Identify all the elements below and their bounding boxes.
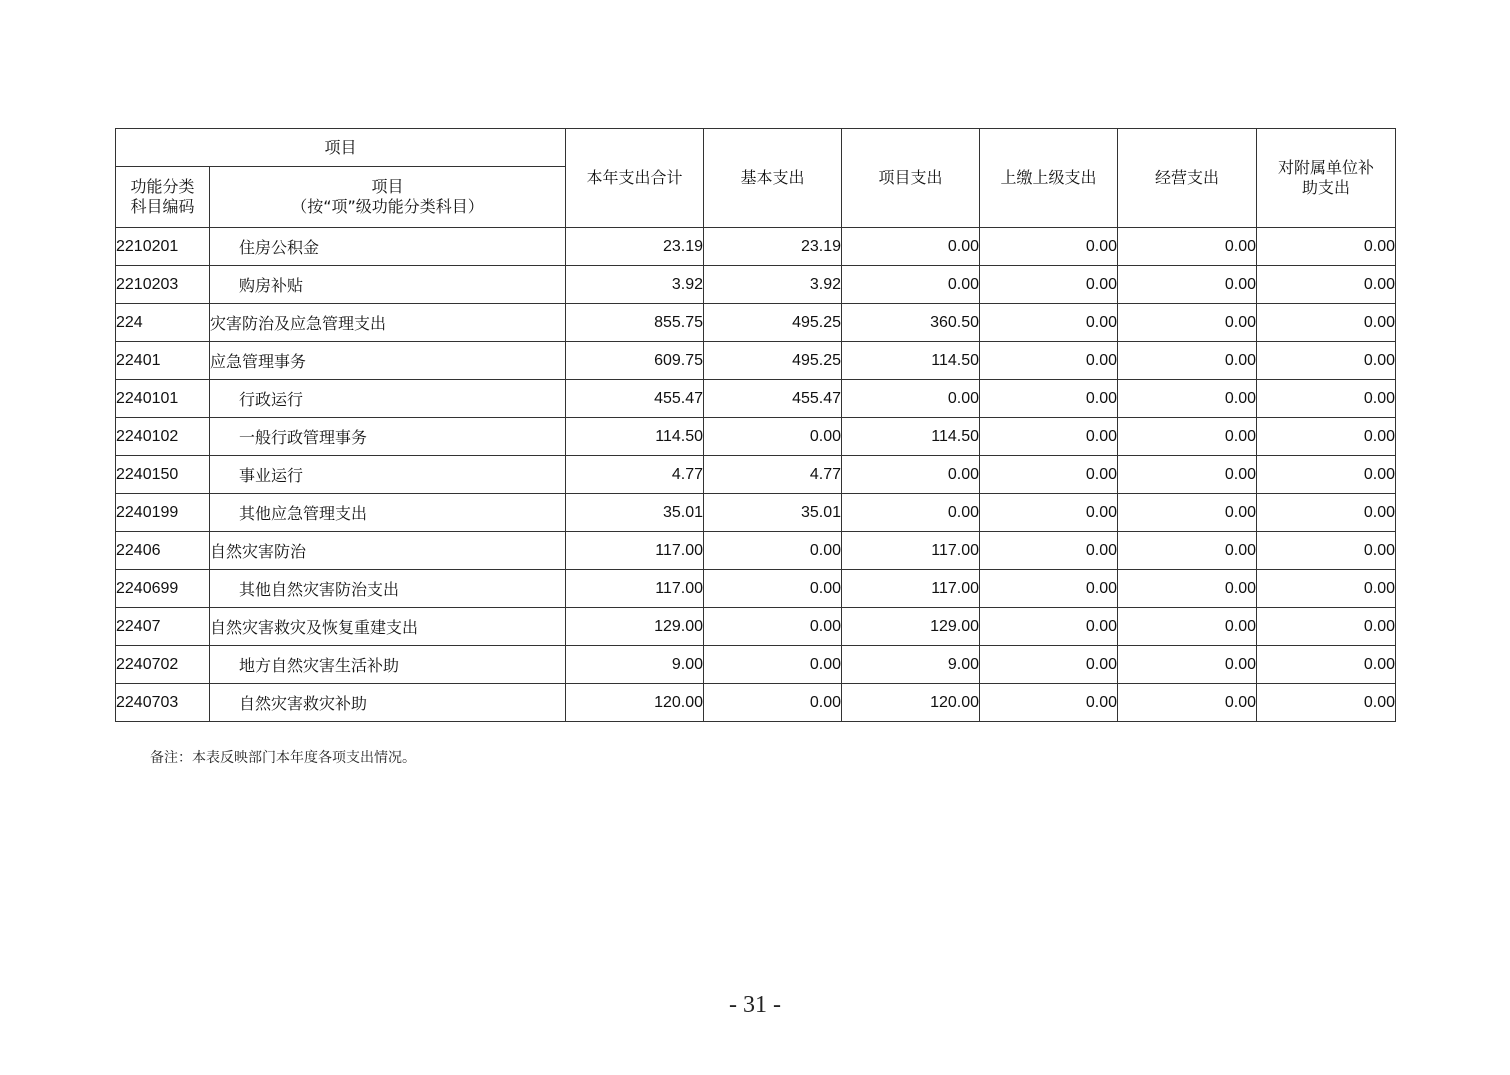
- cell-code: 2240150: [116, 456, 210, 494]
- cell-business: 0.00: [1118, 380, 1257, 418]
- cell-total: 4.77: [566, 456, 704, 494]
- cell-project: 360.50: [842, 304, 980, 342]
- cell-basic: 0.00: [704, 608, 842, 646]
- header-business: 经营支出: [1118, 129, 1257, 228]
- cell-business: 0.00: [1118, 456, 1257, 494]
- cell-code: 2240101: [116, 380, 210, 418]
- header-basic: 基本支出: [704, 129, 842, 228]
- cell-business: 0.00: [1118, 494, 1257, 532]
- cell-name: 地方自然灾害生活补助: [210, 646, 566, 684]
- cell-project: 129.00: [842, 608, 980, 646]
- cell-total: 855.75: [566, 304, 704, 342]
- header-code: 功能分类 科目编码: [116, 167, 210, 228]
- cell-project: 0.00: [842, 456, 980, 494]
- header-name: [210, 167, 566, 228]
- cell-name: 购房补贴: [210, 266, 566, 304]
- cell-upper: 0.00: [980, 494, 1118, 532]
- header-subsidy: 对附属单位补 助支出: [1257, 129, 1396, 228]
- cell-name: 其他应急管理支出: [210, 494, 566, 532]
- cell-subsidy: 0.00: [1257, 608, 1396, 646]
- table-note: 备注：本表反映部门本年度各项支出情况。: [150, 750, 416, 766]
- cell-code: 2240699: [116, 570, 210, 608]
- table-row: [116, 266, 1396, 304]
- header-total: 本年支出合计: [566, 129, 704, 228]
- table-row: [116, 608, 1396, 646]
- table-row: [116, 646, 1396, 684]
- cell-basic: 0.00: [704, 418, 842, 456]
- cell-subsidy: 0.00: [1257, 532, 1396, 570]
- cell-basic: 23.19: [704, 228, 842, 266]
- cell-project: 117.00: [842, 570, 980, 608]
- cell-upper: 0.00: [980, 456, 1118, 494]
- cell-name: 自然灾害救灾补助: [210, 684, 566, 722]
- table-row: [116, 418, 1396, 456]
- table-row: [116, 380, 1396, 418]
- cell-basic: 3.92: [704, 266, 842, 304]
- cell-subsidy: 0.00: [1257, 304, 1396, 342]
- cell-business: 0.00: [1118, 228, 1257, 266]
- cell-basic: 0.00: [704, 646, 842, 684]
- table-row: [116, 228, 1396, 266]
- header-name-line2: （按“项”级功能分类科目）: [291, 197, 484, 216]
- cell-upper: 0.00: [980, 418, 1118, 456]
- cell-code: 2240702: [116, 646, 210, 684]
- cell-project: 0.00: [842, 494, 980, 532]
- cell-upper: 0.00: [980, 380, 1118, 418]
- cell-project: 114.50: [842, 342, 980, 380]
- cell-subsidy: 0.00: [1257, 646, 1396, 684]
- cell-subsidy: 0.00: [1257, 684, 1396, 722]
- cell-business: 0.00: [1118, 570, 1257, 608]
- cell-name: 事业运行: [210, 456, 566, 494]
- cell-project: 114.50: [842, 418, 980, 456]
- cell-business: 0.00: [1118, 684, 1257, 722]
- header-item-group: 项目: [116, 129, 566, 167]
- header-project: 项目支出: [842, 129, 980, 228]
- cell-upper: 0.00: [980, 684, 1118, 722]
- cell-upper: 0.00: [980, 532, 1118, 570]
- cell-upper: 0.00: [980, 304, 1118, 342]
- cell-name: 自然灾害防治: [210, 532, 566, 570]
- cell-business: 0.00: [1118, 532, 1257, 570]
- cell-name: 灾害防治及应急管理支出: [210, 304, 566, 342]
- table-row: [116, 456, 1396, 494]
- table-body: [116, 228, 1396, 722]
- cell-project: 117.00: [842, 532, 980, 570]
- cell-basic: 495.25: [704, 342, 842, 380]
- cell-project: 0.00: [842, 228, 980, 266]
- page-number: - 31 -: [729, 992, 781, 1018]
- cell-project: 0.00: [842, 266, 980, 304]
- cell-total: 35.01: [566, 494, 704, 532]
- cell-total: 3.92: [566, 266, 704, 304]
- cell-business: 0.00: [1118, 646, 1257, 684]
- cell-total: 114.50: [566, 418, 704, 456]
- table-row: [116, 342, 1396, 380]
- cell-subsidy: 0.00: [1257, 266, 1396, 304]
- cell-basic: 455.47: [704, 380, 842, 418]
- header-name-line1: 项目: [371, 177, 404, 196]
- cell-subsidy: 0.00: [1257, 228, 1396, 266]
- cell-business: 0.00: [1118, 342, 1257, 380]
- cell-upper: 0.00: [980, 342, 1118, 380]
- cell-total: 23.19: [566, 228, 704, 266]
- cell-basic: 0.00: [704, 684, 842, 722]
- cell-basic: 4.77: [704, 456, 842, 494]
- table-row: [116, 570, 1396, 608]
- table-row: [116, 304, 1396, 342]
- expenditure-table: [115, 128, 1396, 722]
- cell-business: 0.00: [1118, 266, 1257, 304]
- cell-subsidy: 0.00: [1257, 380, 1396, 418]
- cell-business: 0.00: [1118, 304, 1257, 342]
- cell-code: 2210201: [116, 228, 210, 266]
- cell-code: 2240199: [116, 494, 210, 532]
- cell-upper: 0.00: [980, 266, 1118, 304]
- cell-total: 120.00: [566, 684, 704, 722]
- cell-subsidy: 0.00: [1257, 570, 1396, 608]
- cell-upper: 0.00: [980, 228, 1118, 266]
- cell-total: 117.00: [566, 570, 704, 608]
- cell-project: 0.00: [842, 380, 980, 418]
- cell-upper: 0.00: [980, 646, 1118, 684]
- header-upper: 上缴上级支出: [980, 129, 1118, 228]
- cell-total: 129.00: [566, 608, 704, 646]
- cell-code: 2210203: [116, 266, 210, 304]
- cell-total: 455.47: [566, 380, 704, 418]
- cell-name: 其他自然灾害防治支出: [210, 570, 566, 608]
- table-row: [116, 494, 1396, 532]
- cell-total: 117.00: [566, 532, 704, 570]
- cell-name: 自然灾害救灾及恢复重建支出: [210, 608, 566, 646]
- cell-project: 9.00: [842, 646, 980, 684]
- cell-basic: 495.25: [704, 304, 842, 342]
- cell-basic: 35.01: [704, 494, 842, 532]
- cell-code: 224: [116, 304, 210, 342]
- cell-code: 22407: [116, 608, 210, 646]
- cell-upper: 0.00: [980, 608, 1118, 646]
- table-row: [116, 532, 1396, 570]
- cell-upper: 0.00: [980, 570, 1118, 608]
- cell-project: 120.00: [842, 684, 980, 722]
- cell-business: 0.00: [1118, 608, 1257, 646]
- cell-name: 行政运行: [210, 380, 566, 418]
- cell-name: 住房公积金: [210, 228, 566, 266]
- cell-basic: 0.00: [704, 570, 842, 608]
- cell-subsidy: 0.00: [1257, 456, 1396, 494]
- cell-name: 应急管理事务: [210, 342, 566, 380]
- cell-total: 609.75: [566, 342, 704, 380]
- cell-code: 2240703: [116, 684, 210, 722]
- cell-basic: 0.00: [704, 532, 842, 570]
- cell-code: 22401: [116, 342, 210, 380]
- cell-total: 9.00: [566, 646, 704, 684]
- cell-subsidy: 0.00: [1257, 418, 1396, 456]
- table-row: [116, 684, 1396, 722]
- cell-code: 22406: [116, 532, 210, 570]
- cell-code: 2240102: [116, 418, 210, 456]
- cell-subsidy: 0.00: [1257, 494, 1396, 532]
- cell-business: 0.00: [1118, 418, 1257, 456]
- cell-subsidy: 0.00: [1257, 342, 1396, 380]
- cell-name: 一般行政管理事务: [210, 418, 566, 456]
